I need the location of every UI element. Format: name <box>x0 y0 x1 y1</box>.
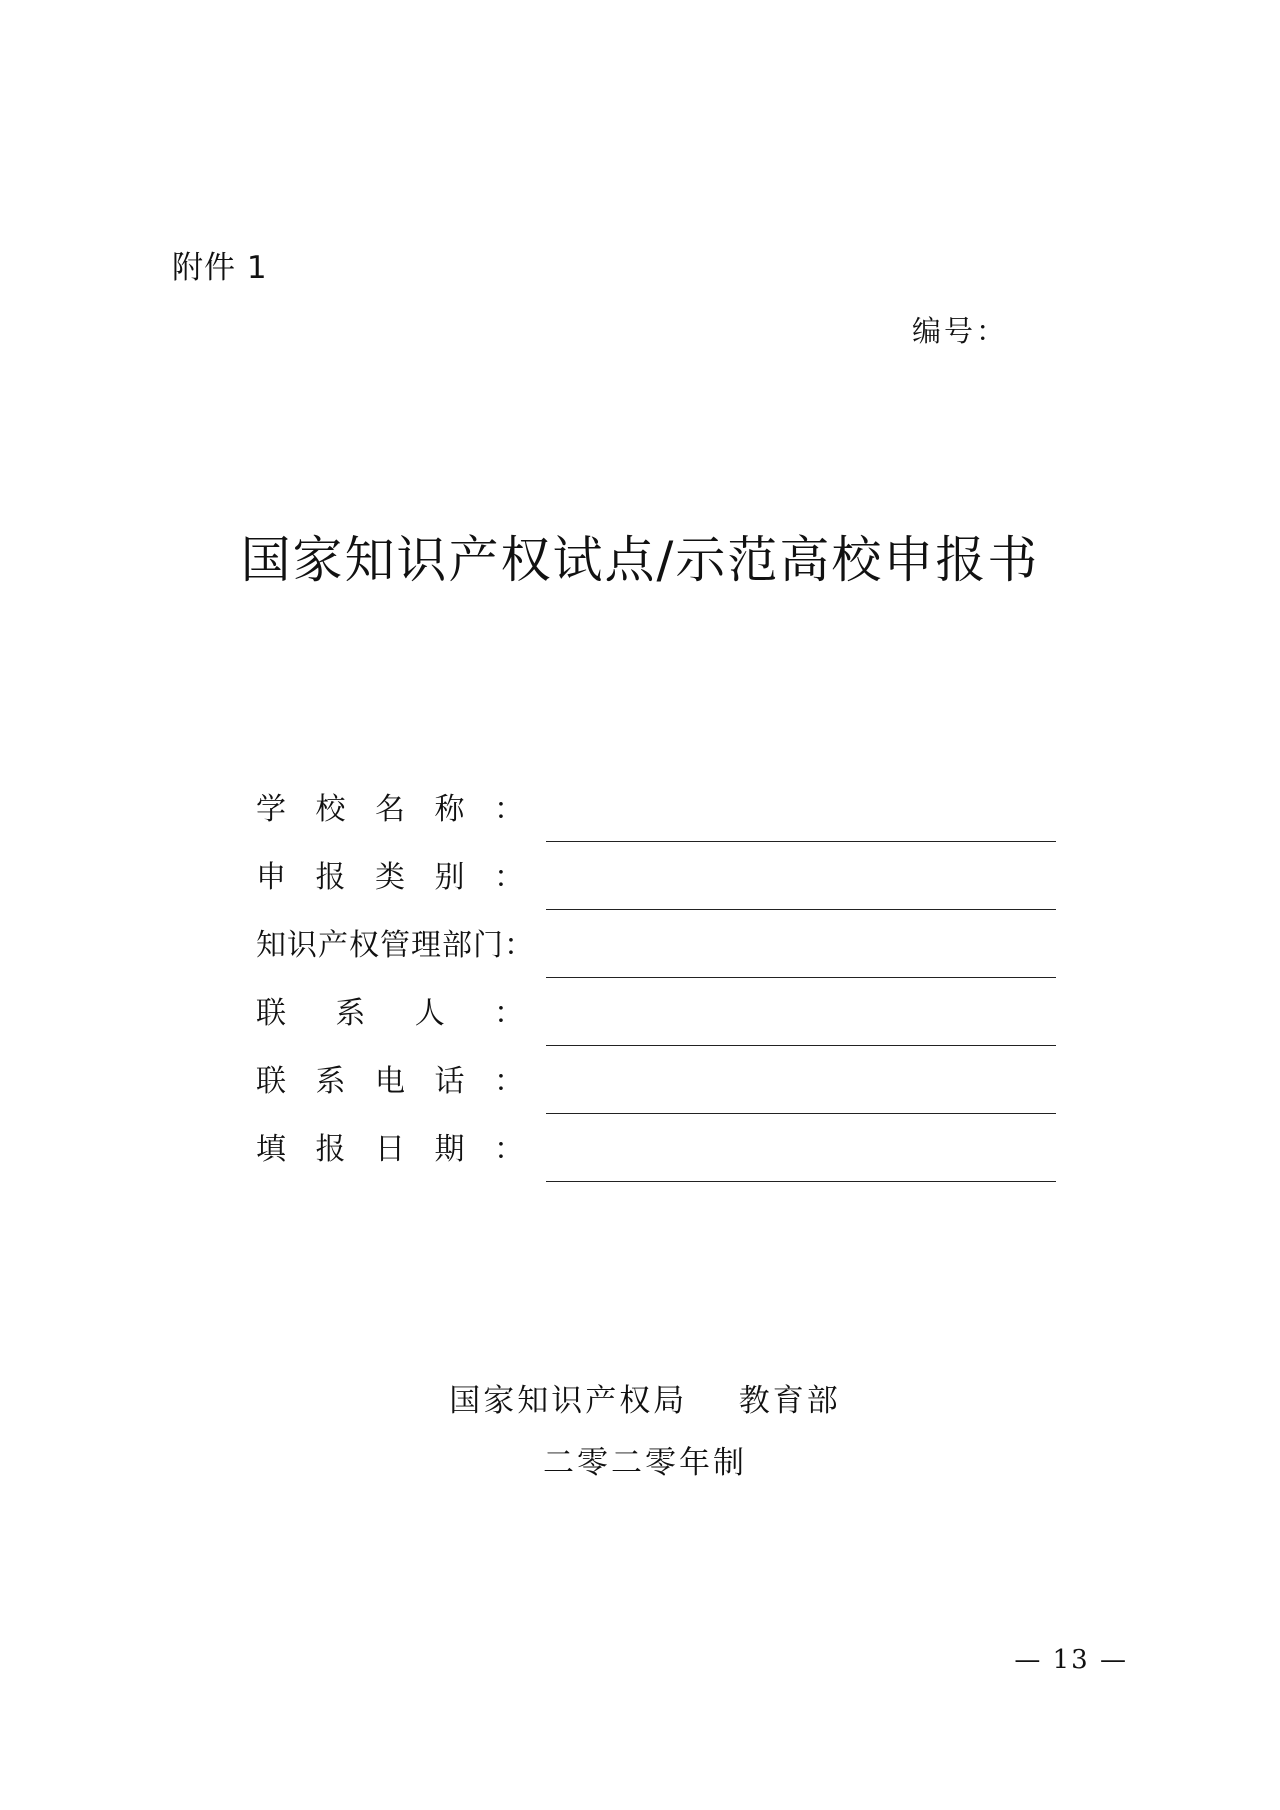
fill-date-label: 填 报 日 期 ： <box>256 1132 524 1167</box>
form-row-contact-phone <box>256 1055 1056 1123</box>
school-name-field[interactable] <box>546 841 1056 842</box>
form-row-school-name <box>256 783 1056 851</box>
attachment-label: 附件 1 <box>172 250 268 286</box>
fill-date-field[interactable] <box>546 1181 1056 1182</box>
document-title: 国家知识产权试点/示范高校申报书 <box>240 531 1040 589</box>
category-field[interactable] <box>546 909 1056 910</box>
form-row-fill-date <box>256 1123 1056 1191</box>
application-form <box>256 783 1056 1191</box>
category-label: 申 报 类 别 ： <box>256 860 524 895</box>
contact-person-label: 联 系 人 ： <box>256 996 525 1031</box>
ip-department-label: 知识产权管理部门： <box>256 928 535 963</box>
school-name-label: 学 校 名 称 ： <box>256 792 524 827</box>
form-row-category <box>256 851 1056 919</box>
page-number: — 13 — <box>1014 1645 1128 1675</box>
form-row-ip-department <box>256 919 1056 987</box>
issuing-authorities: 国家知识产权局 教育部 <box>449 1383 841 1419</box>
contact-phone-field[interactable] <box>546 1113 1056 1114</box>
ip-department-field[interactable] <box>546 977 1056 978</box>
contact-person-field[interactable] <box>546 1045 1056 1046</box>
serial-number-label: 编号： <box>912 314 1009 348</box>
contact-phone-label: 联 系 电 话 ： <box>256 1064 524 1099</box>
form-row-contact-person <box>256 987 1056 1055</box>
made-year: 二零二零年制 <box>543 1445 747 1481</box>
